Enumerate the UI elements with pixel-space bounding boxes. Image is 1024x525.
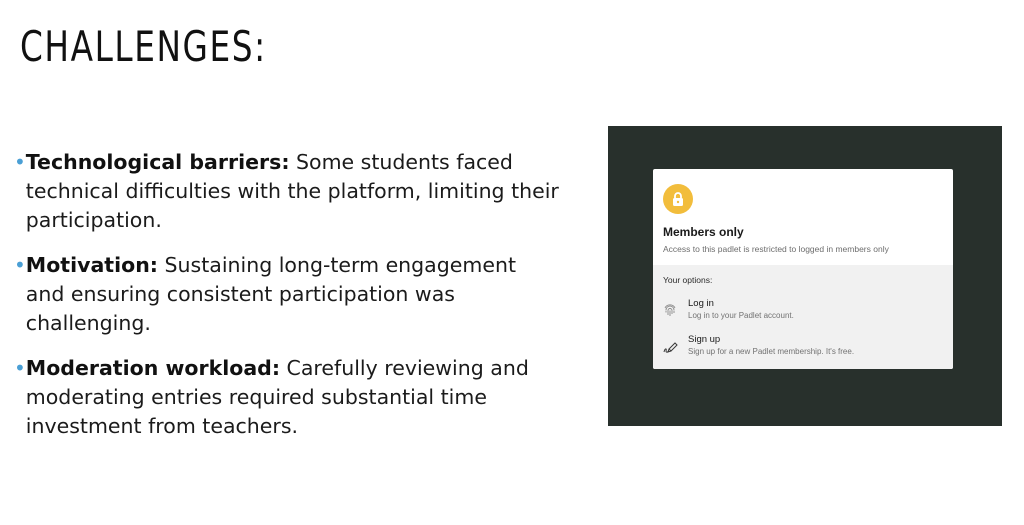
- signup-description: Sign up for a new Padlet membership. It's free.: [688, 347, 855, 356]
- login-label: Log in: [688, 298, 714, 309]
- options-heading: Your options:: [663, 275, 713, 285]
- bullet-body: Sustaining long-term engagement and ensuring consistent participation was challenging.: [25, 253, 516, 335]
- bullet-text: [26, 148, 559, 235]
- bullet-body: Carefully reviewing and moderating entries required substantial time investment from teachers.: [25, 356, 529, 438]
- lock-icon: [663, 184, 693, 214]
- fingerprint-icon: [663, 304, 677, 323]
- bullet-item: [14, 148, 559, 235]
- signup-option[interactable]: [661, 334, 945, 364]
- signup-label: Sign up: [688, 334, 721, 345]
- login-description: Log in to your Padlet account.: [688, 311, 794, 320]
- members-only-dialog: [653, 169, 953, 369]
- signature-icon: [663, 340, 679, 359]
- bullet-text: [26, 354, 559, 441]
- bullet-item: [14, 354, 559, 441]
- bullet-heading: Moderation workload:: [25, 356, 281, 380]
- dialog-title: Members only: [663, 225, 744, 239]
- bullet-heading: Technological barriers:: [25, 150, 290, 174]
- bullet-list: [14, 148, 559, 457]
- padlet-screenshot: [608, 126, 1002, 426]
- bullet-heading: Motivation:: [25, 253, 159, 277]
- bullet-body: Some students faced technical difficulties with the platform, limiting their participation.: [25, 150, 559, 232]
- bullet-marker: •: [14, 253, 26, 277]
- bullet-text: [26, 251, 559, 338]
- slide-title: CHALLENGES:: [20, 22, 267, 71]
- login-option[interactable]: [661, 298, 945, 328]
- options-panel: [653, 265, 953, 369]
- bullet-item: [14, 251, 559, 338]
- bullet-marker: •: [14, 150, 26, 174]
- dialog-subtitle: Access to this padlet is restricted to logged in members only: [663, 244, 889, 254]
- bullet-marker: •: [14, 356, 26, 380]
